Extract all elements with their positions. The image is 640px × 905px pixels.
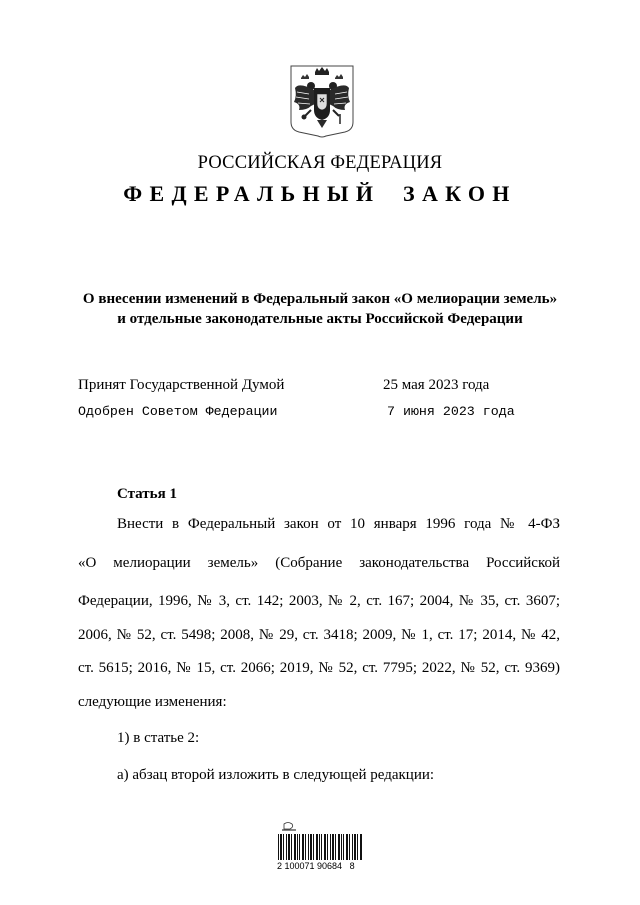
council-approval-date: 7 июня 2023 года: [387, 404, 515, 419]
document-type: ФЕДЕРАЛЬНЫЙ ЗАКОН: [123, 181, 517, 206]
duma-adoption-label: Принят Государственной Думой: [78, 377, 285, 393]
article-text-line: 2006, № 52, ст. 5498; 2008, № 29, ст. 3418; 2009, № 1, ст. 17; 2014, № 42,: [78, 627, 560, 643]
article-text-line: Внести в Федеральный закон от 10 января 1996 года № 4-ФЗ: [117, 516, 560, 532]
article-heading: Статья 1: [117, 486, 177, 502]
council-approval-label: Одобрен Советом Федерации: [78, 404, 278, 419]
article-text-line: Федерации, 1996, № 3, ст. 142; 2003, № 2, ст. 167; 2004, № 35, ст. 3607;: [78, 593, 560, 609]
article-text-line: ст. 5615; 2016, № 15, ст. 2066; 2019, № 52, ст. 7795; 2022, № 52, ст. 9369): [78, 660, 560, 676]
russian-coat-of-arms-icon: [289, 64, 355, 138]
barcode-number: 2 100071 90684 8: [277, 861, 355, 871]
article-text-line: «О мелиорации земель» (Собрание законодательства Российской: [78, 555, 560, 571]
article-item: 1) в статье 2:: [117, 730, 200, 746]
duma-adoption-date: 25 мая 2023 года: [383, 377, 490, 393]
article-subitem: а) абзац второй изложить в следующей редакции:: [117, 767, 435, 783]
law-title-line-1: О внесении изменений в Федеральный закон «О мелиорации земель»: [82, 291, 558, 307]
law-title-line-2: и отдельные законодательные акты Российской Федерации: [117, 311, 523, 327]
archive-stamp-icon: [282, 823, 296, 831]
article-text-line: следующие изменения:: [78, 694, 227, 710]
country-name: РОССИЙСКАЯ ФЕДЕРАЦИЯ: [197, 153, 443, 173]
